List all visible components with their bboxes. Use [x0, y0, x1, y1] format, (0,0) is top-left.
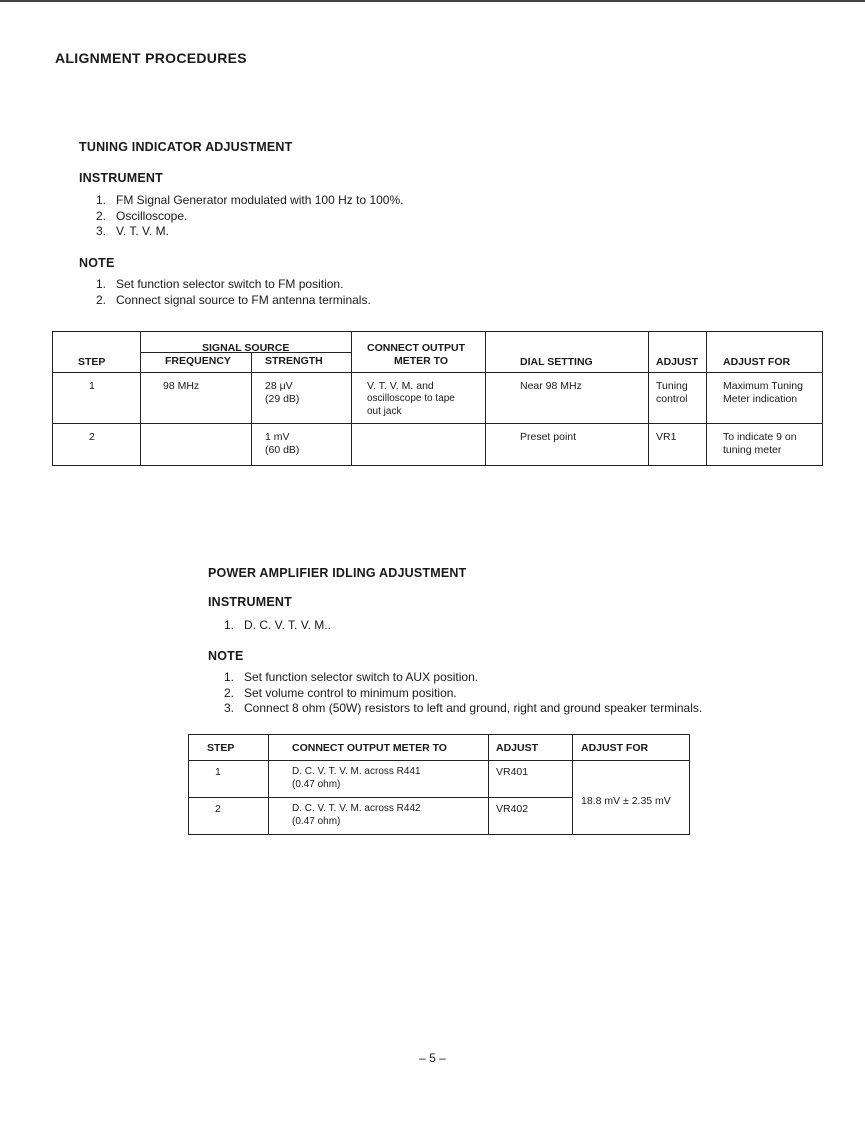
row1-dial: Near 98 MHz: [520, 380, 582, 392]
header-dial-setting: DIAL SETTING: [520, 356, 593, 368]
row2-step: 2: [89, 431, 95, 443]
tuning-instrument-list: [96, 193, 403, 240]
power-table: [188, 734, 690, 835]
list-item: 2. Connect signal source to FM antenna terminals.: [96, 292, 371, 307]
header-connect-line2: METER TO: [394, 355, 449, 367]
header-connect: CONNECT OUTPUT METER TO: [292, 742, 447, 754]
header-frequency: FREQUENCY: [165, 355, 231, 367]
row1-adjust-for-2: Meter indication: [723, 393, 798, 405]
row1-connect-2: (0.47 ohm): [292, 779, 341, 790]
power-note-heading: NOTE: [208, 649, 244, 663]
power-instrument-list: [224, 618, 331, 634]
row1-strength-2: (29 dB): [265, 393, 300, 405]
row2-strength-1: 1 mV: [265, 431, 290, 443]
list-item: 2. Set volume control to minimum position.: [224, 685, 457, 700]
list-item: 1. Set function selector switch to FM position.: [96, 277, 344, 291]
row2-dial: Preset point: [520, 431, 577, 443]
row2-adjust: VR1: [656, 431, 677, 443]
row1-adjust: VR401: [496, 766, 529, 778]
header-adjust-for: ADJUST FOR: [723, 356, 791, 368]
header-adjust: ADJUST: [656, 356, 699, 368]
list-item: 3. Connect 8 ohm (50W) resistors to left and ground, right and ground speaker terminals.: [224, 701, 703, 715]
row1-connect-1: V. T. V. M. and: [367, 380, 434, 392]
tuning-instrument-heading: INSTRUMENT: [79, 171, 163, 185]
header-step: STEP: [78, 356, 106, 368]
header-connect-line1: CONNECT OUTPUT: [367, 342, 465, 354]
page-number: – 5 –: [419, 1051, 446, 1065]
row1-connect-3: out jack: [367, 406, 402, 417]
row2-connect-2: (0.47 ohm): [292, 816, 341, 827]
row2-adjust: VR402: [496, 803, 529, 815]
row2-connect-1: D. C. V. T. V. M. across R442: [292, 803, 421, 814]
row1-connect-1: D. C. V. T. V. M. across R441: [292, 766, 421, 777]
power-heading: POWER AMPLIFIER IDLING ADJUSTMENT: [208, 566, 467, 580]
tuning-note-heading: NOTE: [79, 256, 115, 270]
list-item: 3. V. T. V. M.: [96, 224, 169, 238]
tuning-note-list: [96, 277, 371, 308]
header-adjust-for: ADJUST FOR: [581, 742, 649, 754]
row1-frequency: 98 MHz: [163, 380, 200, 392]
list-item: 1. D. C. V. T. V. M..: [224, 618, 331, 632]
row1-adjust-for-1: Maximum Tuning: [723, 380, 803, 392]
header-strength: STRENGTH: [265, 355, 323, 367]
header-adjust: ADJUST: [496, 742, 539, 754]
tuning-table: [52, 331, 823, 466]
row1-adjust-2: control: [656, 393, 688, 405]
row2-step: 2: [215, 803, 221, 815]
tuning-heading: TUNING INDICATOR ADJUSTMENT: [79, 140, 293, 154]
row2-strength-2: (60 dB): [265, 444, 300, 456]
row1-connect-2: oscilloscope to tape: [367, 393, 455, 404]
header-step: STEP: [207, 742, 235, 754]
row2-adjust-for-1: To indicate 9 on: [723, 431, 797, 443]
adjust-for-value: 18.8 mV ± 2.35 mV: [581, 795, 671, 807]
list-item: 1. FM Signal Generator modulated with 100 Hz to 100%.: [96, 193, 404, 207]
row1-strength-1: 28 μV: [265, 380, 293, 392]
row2-adjust-for-2: tuning meter: [723, 444, 782, 456]
row1-step: 1: [89, 380, 95, 392]
power-instrument-heading: INSTRUMENT: [208, 595, 292, 609]
header-signal-source: SIGNAL SOURCE: [202, 342, 290, 354]
list-item: 2. Oscilloscope.: [96, 208, 188, 223]
row1-adjust-1: Tuning: [656, 380, 688, 392]
row1-step: 1: [215, 766, 221, 778]
page-title: ALIGNMENT PROCEDURES: [55, 50, 247, 66]
list-item: 1. Set function selector switch to AUX position.: [224, 670, 479, 684]
power-note-list: [224, 670, 702, 717]
top-rule: [0, 0, 865, 2]
